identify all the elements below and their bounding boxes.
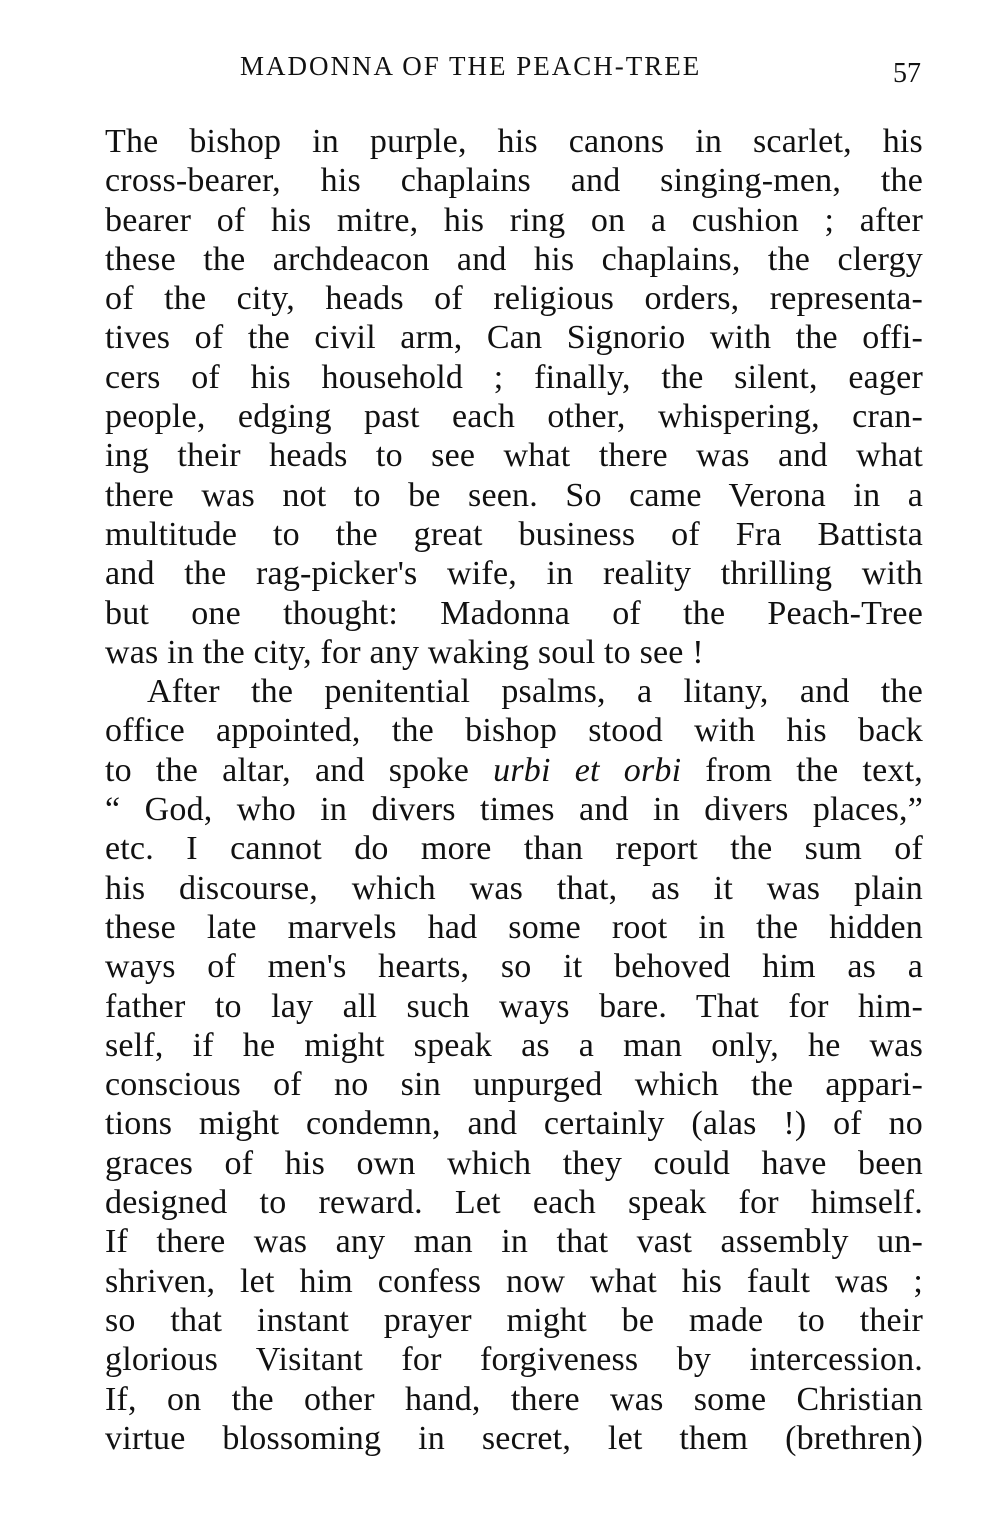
text-line: The bishop in purple, his canons in scarlet, his	[105, 123, 923, 160]
text-line: his discourse, which was that, as it was plain	[105, 869, 923, 907]
text-line: ing their heads to see what there was and what	[105, 437, 923, 475]
text-line: there was not to be seen. So came Verona in a	[105, 476, 923, 514]
text-line: If, on the other hand, there was some Christian	[105, 1380, 923, 1418]
text-segment: from the text,	[681, 751, 923, 789]
text-line: etc. I cannot do more than report the sum of	[105, 830, 923, 868]
text-line: glorious Visitant for forgiveness by intercession.	[105, 1341, 923, 1379]
text-line: graces of his own which they could have been	[105, 1144, 923, 1182]
text-line: shriven, let him confess now what his fault was ;	[105, 1262, 923, 1300]
text-line: but one thought: Madonna of the Peach-Tree	[105, 594, 923, 632]
text-line: these late marvels had some root in the hidden	[105, 908, 923, 946]
text-line: office appointed, the bishop stood with his back	[105, 712, 923, 750]
text-line: self, if he might speak as a man only, he was	[105, 1026, 923, 1064]
text-line: conscious of no sin unpurged which the appari-	[105, 1066, 923, 1104]
text-line: designed to reward. Let each speak for himself.	[105, 1184, 923, 1222]
text-line: cross-bearer, his chaplains and singing-men, the	[105, 162, 923, 200]
text-line: of the city, heads of religious orders, representa-	[105, 280, 923, 318]
text-line: these the archdeacon and his chaplains, the clergy	[105, 240, 923, 278]
text-line: multitude to the great business of Fra Battista	[105, 515, 923, 553]
text-line: bearer of his mitre, his ring on a cushion ; after	[105, 201, 923, 239]
page-number: 57	[893, 58, 921, 89]
text-segment: to the altar, and spoke	[105, 751, 494, 789]
text-line: virtue blossoming in secret, let them (brethren)	[105, 1419, 923, 1457]
running-title: MADONNA OF THE PEACH-TREE	[240, 51, 702, 81]
text-line: tives of the civil arm, Can Signorio with the offi-	[105, 319, 923, 357]
text-line: cers of his household ; finally, the silent, eager	[105, 358, 923, 396]
text-line: so that instant prayer might be made to their	[105, 1301, 923, 1339]
text-line: tions might condemn, and certainly (alas !) of no	[105, 1105, 923, 1143]
body-text	[105, 122, 923, 1458]
text-line: ways of men's hearts, so it behoved him as a	[105, 948, 923, 986]
paragraph-first-line: After the penitential psalms, a litany, and the	[147, 673, 923, 711]
text-line: If there was any man in that vast assembly un-	[105, 1223, 923, 1261]
italic-phrase: urbi et orbi	[493, 751, 682, 789]
text-line: was in the city, for any waking soul to see !	[105, 633, 704, 671]
text-line: people, edging past each other, whispering, cran-	[105, 398, 923, 436]
text-line: “ God, who in divers times and in divers places,”	[105, 791, 923, 829]
text-line: father to lay all such ways bare. That for him-	[105, 987, 923, 1025]
text-line: and the rag-picker's wife, in reality thrilling with	[105, 555, 923, 593]
text-line-with-italic	[105, 751, 923, 790]
